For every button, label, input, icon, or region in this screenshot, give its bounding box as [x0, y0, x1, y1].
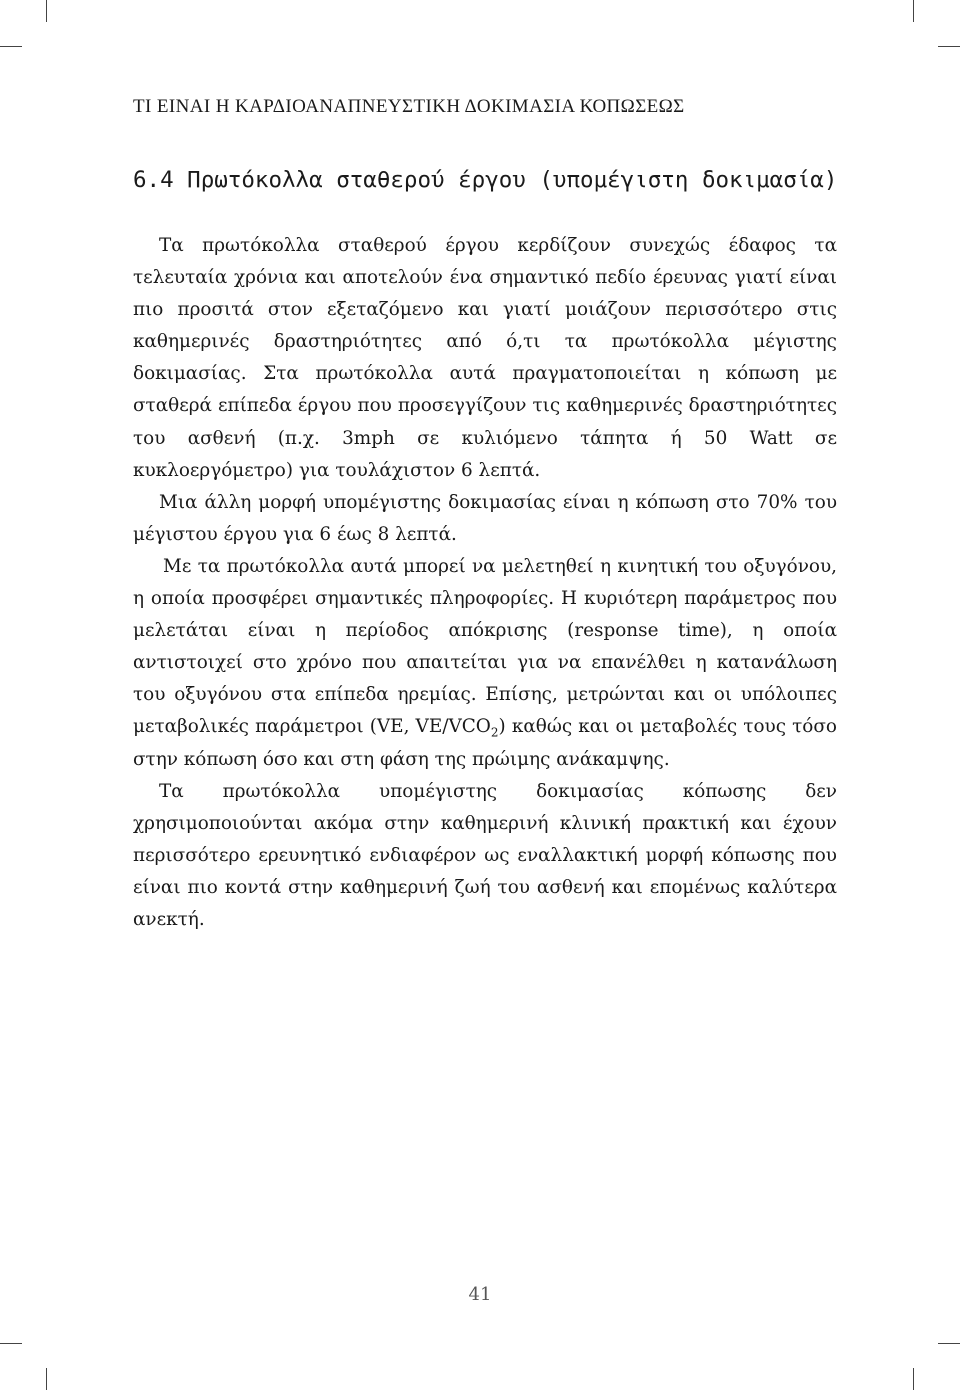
- paragraph-3: [133, 551, 837, 776]
- crop-mark-top-left-h: [0, 46, 22, 47]
- crop-mark-top-right-h: [938, 46, 960, 47]
- crop-mark-top-right-v: [913, 0, 914, 22]
- subscript-2: 2: [490, 726, 499, 741]
- crop-mark-bottom-right-v: [913, 1368, 914, 1390]
- crop-mark-top-left-v: [46, 0, 47, 22]
- body-text: [133, 230, 837, 936]
- crop-mark-bottom-left-h: [0, 1343, 22, 1344]
- paragraph-2: Μια άλλη μορφή υπομέγιστης δοκιμασίας είναι η κόπωση στο 70% του μέγιστου έργου για 6 έως 8 λεπτά.: [133, 491, 837, 545]
- paragraph-3-text-a: Με τα πρωτόκολλα αυτά μπορεί να μελετηθεί η κινητική του οξυγόνου, η οποία προσφέρει σημαντικές πληροφορίες. Η κυριότερη παράμετρος που μελετάται είναι η περίοδος απόκρισης (response time), η οποία αντιστοιχεί στο χρόνο που απαιτείται για να επανέλθει η κατανάλωση του οξυγόνου στα επίπεδα ηρεμίας. Επίσης, μετρώνται και οι υπόλοιπες μεταβολικές παράμετροι (VE, VE/VCO: [133, 555, 837, 738]
- crop-mark-bottom-left-v: [46, 1368, 47, 1390]
- paragraph-3-text-b: ) καθώς και οι μεταβολές τους τόσο στην κόπωση όσο και στη φάση της πρώιμης ανάκαμψης.: [133, 716, 838, 770]
- crop-mark-bottom-right-h: [938, 1343, 960, 1344]
- paragraph-4: Τα πρωτόκολλα υπομέγιστης δοκιμασίας κόπωσης δεν χρησιμοποιούνται ακόμα στην καθημερινή κλινική πρακτική και έχουν περισσότερο ερευνητικό ενδιαφέρον ως εναλλακτική μορφή κόπωσης που είναι πιο κοντά στην καθημερινή ζωή του ασθενή και επομένως καλύτερα ανεκτή.: [133, 780, 837, 930]
- page-number: 41: [468, 1284, 492, 1305]
- section-heading: 6.4 Πρωτόκολλα σταθερού έργου (υπομέγιστη δοκιμασία): [133, 167, 838, 193]
- paragraph-1: Τα πρωτόκολλα σταθερού έργου κερδίζουν συνεχώς έδαφος τα τελευταία χρόνια και αποτελούν ένα σημαντικό πεδίο έρευνας γιατί είναι πιο προσιτά στον εξεταζόμενο και γιατί μοιάζουν περισσότερο στις καθημερινές δραστηριότητες από ό,τι τα πρωτόκολλα μέγιστης δοκιμασίας. Στα πρωτόκολλα αυτά πραγματοποιείται η κόπωση με σταθερά επίπεδα έργου που προσεγγίζουν τις καθημερινές δραστηριότητες του ασθενή (π.χ. 3mph σε κυλιόμενο τάπητα ή 50 Watt σε κυκλοεργόμετρο) για τουλάχιστον 6 λεπτά.: [133, 235, 837, 481]
- running-header: ΤΙ ΕΙΝΑΙ Η ΚΑΡΔΙΟΑΝΑΠΝΕΥΣΤΙΚΗ ΔΟΚΙΜΑΣΙΑ ΚΟΠΩΣΕΩΣ: [133, 96, 685, 117]
